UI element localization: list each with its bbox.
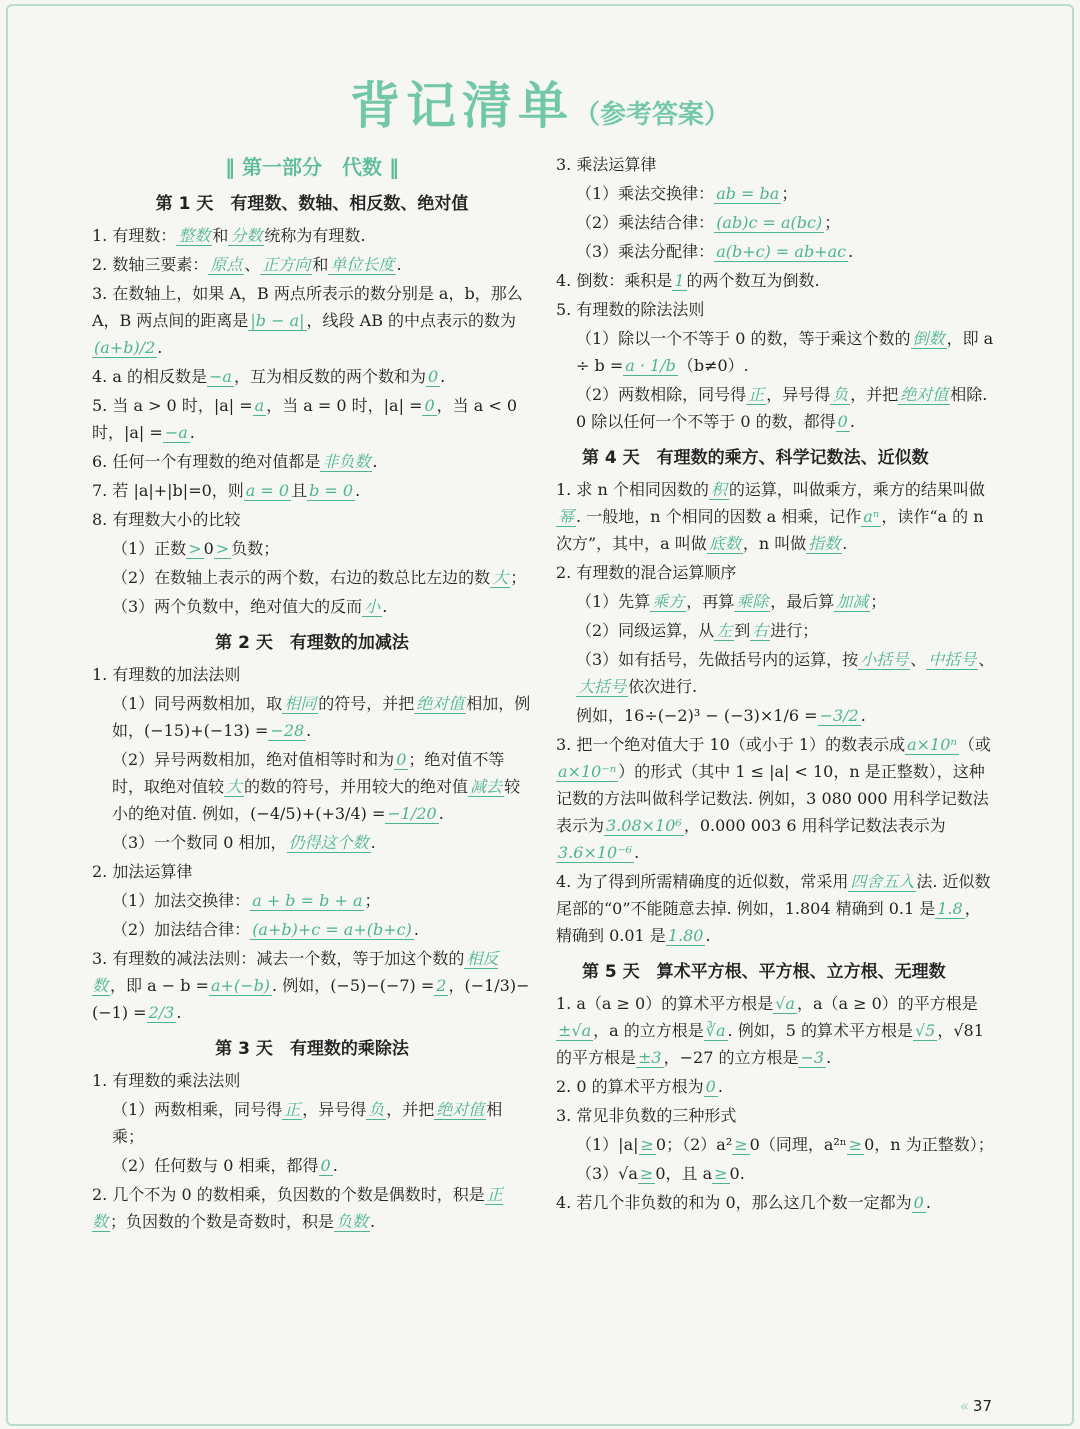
day4-item2-sub2: （2）同级运算，从 左 到 右 进行； <box>576 621 819 640</box>
page-title <box>0 66 1080 138</box>
day1-item4: 4. a 的相反数是 −a ，互为相反数的两个数和为 0 . <box>92 367 446 386</box>
page-number <box>960 1397 992 1415</box>
day4-item2: 2. 有理数的混合运算顺序 <box>556 563 737 582</box>
day2-item1-sub2: （2）异号两数相加，绝对值相等时和为 0 ；绝对值不等时，取绝对值较 大 的数的符号，并用较大的绝对值 减去 较小的绝对值. 例如，(−4/5)+(+3/4) = −1/20 . <box>112 750 521 823</box>
day5-item3-sub1: （1）|a| ≥ 0；（2）a² ≥ 0（同理，a²ⁿ ≥ 0，n 为正整数）； <box>576 1135 994 1154</box>
day4-item2-sub3: （3）如有括号，先做括号内的运算，按 小括号 、 中括号 、大括号 依次进行. <box>576 650 995 696</box>
day3-item2: 2. 几个不为 0 的数相乘，负因数的个数是偶数时，积是 正数 ；负因数的个数是奇数时，积是 负数 . <box>92 1185 503 1231</box>
mult-item5: 5. 有理数的除法法则 <box>556 300 705 319</box>
mult-item3-sub3: （3）乘法分配律： a(b+c) = ab+ac . <box>576 242 854 261</box>
day4-title: 第 4 天 有理数的乘方、科学记数法、近似数 <box>582 448 929 468</box>
title-main: 背记清单 <box>349 77 574 135</box>
day1-item2: 2. 数轴三要素： 原点 、 正方向 和 单位长度 . <box>92 255 402 274</box>
double-chevron-left-icon: « <box>959 1397 969 1415</box>
day2-item1: 1. 有理数的加法法则 <box>92 665 241 684</box>
day5-item1: 1. a（a ≥ 0）的算术平方根是 √a ，a（a ≥ 0）的平方根是±√a ，a 的立方根是 ∛a . 例如，5 的算术平方根是 √5 ，√81 的平方根是 ±3 ，−27 的立方根是 −3 . <box>556 994 984 1067</box>
day4-item4: 4. 为了得到所需精确度的近似数，常采用 四舍五入 法. 近似数尾部的“0”不能随意去掉. 例如，1.804 精确到 0.1 是 1.8 ，精确到 0.01 是 1.80 . <box>556 872 991 945</box>
day2-item3: 3. 有理数的减法法则：减去一个数，等于加这个数的 相反数 ，即 a − b = a+(−b) . 例如，(−5)−(−7) = 2 ，(−1/3)−(−1) = 2/3 . <box>92 949 530 1022</box>
day1-item7: 7. 若 |a|+|b|=0，则 a = 0 且 b = 0 . <box>92 481 361 500</box>
day1-item3: 3. 在数轴上，如果 A，B 两点所表示的数分别是 a，b，那么 A，B 两点间的距离是 |b − a| ，线段 AB 的中点表示的数为(a+b)/2 . <box>92 284 523 357</box>
day4-item1: 1. 求 n 个相同因数的 积 的运算，叫做乘方，乘方的结果叫做幂 . 一般地，n 个相同的因数 a 相乘，记作 aⁿ ，读作“a 的 n 次方”，其中，a 叫做 底数 ，n 叫做 指数 . <box>556 480 985 553</box>
mult-item5-sub2: （2）两数相除，同号得 正 ，异号得 负 ，并把 绝对值 相除. 0 除以任何一个不等于 0 的数，都得 0 . <box>576 385 988 431</box>
day2-item2-sub1: （1）加法交换律： a + b = b + a ； <box>112 891 381 910</box>
day4-item2-sub1: （1）先算 乘方 ，再算 乘除 ，最后算 加减 ； <box>576 592 887 611</box>
day5-item3: 3. 常见非负数的三种形式 <box>556 1106 737 1125</box>
day3-item1: 1. 有理数的乘法法则 <box>92 1071 241 1090</box>
day5-item2: 2. 0 的算术平方根为 0 . <box>556 1077 723 1096</box>
day1-item8: 8. 有理数大小的比较 <box>92 510 241 529</box>
day1-item8-sub1: （1）正数 > 0 > 负数； <box>112 539 280 558</box>
day1-item8-sub3: （3）两个负数中，绝对值大的反而 小 . <box>112 597 388 616</box>
section-heading: ‖ 第一部分 代数 ‖ <box>225 155 399 179</box>
day1-item6: 6. 任何一个有理数的绝对值都是 非负数 . <box>92 452 378 471</box>
title-sub: （参考答案） <box>573 100 730 130</box>
day3-item1-sub2: （2）任何数与 0 相乘，都得 0 . <box>112 1156 338 1175</box>
day5-item4: 4. 若几个非负数的和为 0，那么这几个数一定都为 0 . <box>556 1193 931 1212</box>
mult-item3-sub2: （2）乘法结合律： (ab)c = a(bc) ； <box>576 213 841 232</box>
day2-item2-sub2: （2）加法结合律： (a+b)+c = a+(b+c) . <box>112 920 419 939</box>
day1-title: 第 1 天 有理数、数轴、相反数、绝对值 <box>155 194 469 214</box>
day3-title: 第 3 天 有理数的乘除法 <box>215 1039 409 1059</box>
page-number-value: 37 <box>972 1397 992 1415</box>
day4-item2-example: 例如，16÷(−2)³ − (−3)×1/6 = −3/2 . <box>576 706 866 725</box>
mult-item5-sub1: （1）除以一个不等于 0 的数，等于乘这个数的 倒数 ，即 a ÷ b = a · 1/b （b≠0）. <box>576 329 994 375</box>
day2-item1-sub1: （1）同号两数相加，取 相同 的符号，并把 绝对值 相加，例如，(−15)+(−13) = −28 . <box>112 694 531 740</box>
mult-item3: 3. 乘法运算律 <box>556 155 657 174</box>
right-column <box>556 150 996 1218</box>
day1-item8-sub2: （2）在数轴上表示的两个数，右边的数总比左边的数 大 ； <box>112 568 527 587</box>
day2-title: 第 2 天 有理数的加减法 <box>215 633 409 653</box>
day1-item1: 1. 有理数： 整数 和 分数 统称为有理数. <box>92 226 366 245</box>
day1-item5: 5. 当 a > 0 时，|a| = a ，当 a = 0 时，|a| = 0 ，当 a < 0 时，|a| = −a . <box>92 396 518 442</box>
left-column <box>92 150 532 1237</box>
day4-item3: 3. 把一个绝对值大于 10（或小于 1）的数表示成 a×10ⁿ （或a×10⁻ⁿ ）的形式（其中 1 ≤ |a| < 10，n 是正整数），这种记数的方法叫做科学记数法. 例如，3 080 000 用科学记数法表示为 3.08×10⁶ ，0.000 003 6 用科学记数法表示为3.6×10⁻⁶ . <box>556 735 991 862</box>
mult-item4: 4. 倒数：乘积是 1 的两个数互为倒数. <box>556 271 820 290</box>
day5-item3-sub2: （3）√a ≥ 0，且 a ≥ 0. <box>576 1164 745 1183</box>
day3-item1-sub1: （1）两数相乘，同号得 正 ，异号得 负 ，并把 绝对值 相乘； <box>112 1100 503 1146</box>
day2-item1-sub3: （3）一个数同 0 相加， 仍得这个数 . <box>112 833 376 852</box>
mult-item3-sub1: （1）乘法交换律： ab = ba ； <box>576 184 798 203</box>
day2-item2: 2. 加法运算律 <box>92 862 193 881</box>
day5-title: 第 5 天 算术平方根、平方根、立方根、无理数 <box>582 962 946 982</box>
